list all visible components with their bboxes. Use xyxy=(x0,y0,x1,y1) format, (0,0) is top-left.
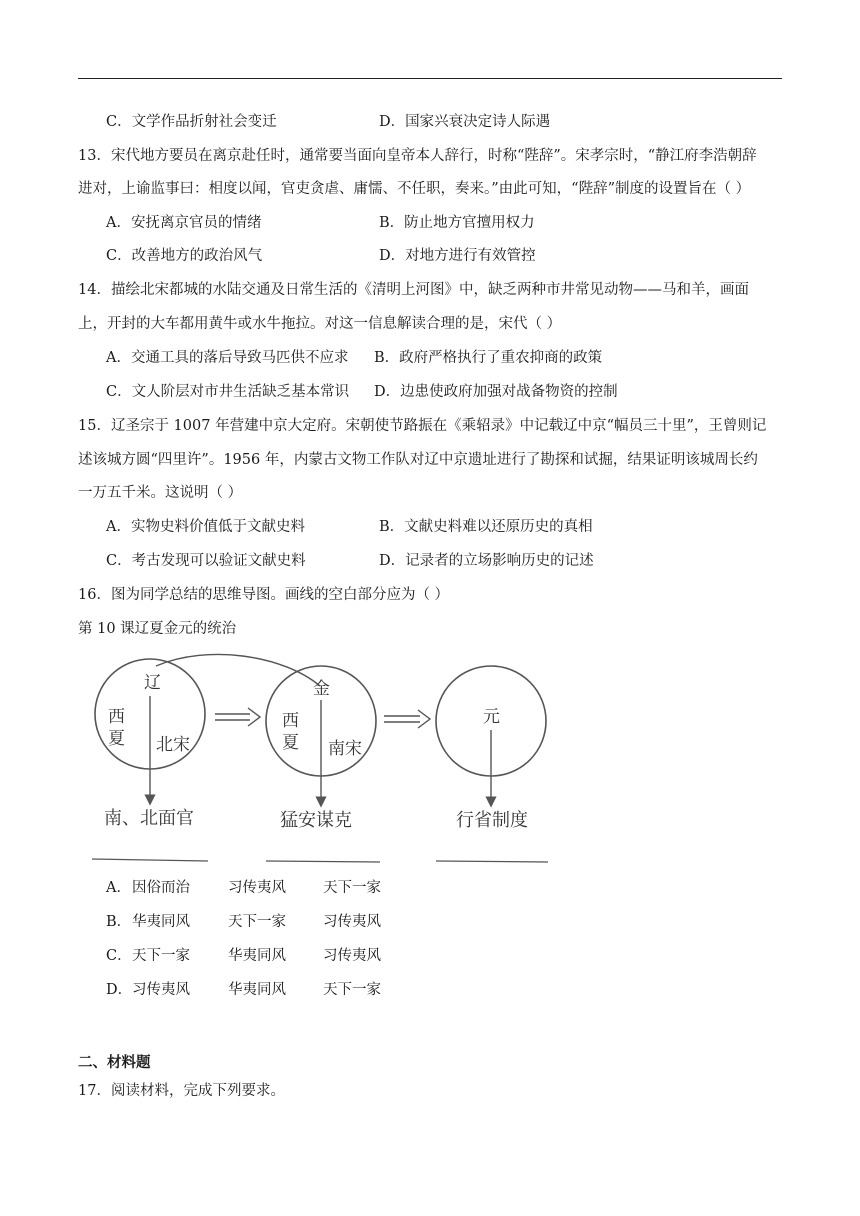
label-nansong: 南宋 xyxy=(328,739,362,759)
q15-stem-line-3: 一万五千米。这说明（ ） xyxy=(78,485,243,501)
q16-option-item: 习传夷风 xyxy=(323,948,381,964)
q14-stem-line-1: 14．描绘北宋都城的水陆交通及日常生活的《清明上河图》中，缺乏两种市井常见动物——马和羊，画面 xyxy=(78,282,749,298)
blank-line-1 xyxy=(92,859,208,861)
q16-option-letter: B． xyxy=(106,914,132,930)
q16-option-letter: A． xyxy=(106,880,131,896)
q16-option-item: 习传夷风 xyxy=(323,914,381,930)
q16-option-item: 华夷同风 xyxy=(228,948,286,964)
q16-option-item: 天下一家 xyxy=(132,948,190,964)
q16-option-item: 天下一家 xyxy=(323,880,381,896)
mind-map-svg xyxy=(88,650,558,870)
q16-option-item: 华夷同风 xyxy=(228,982,286,998)
q15-option-d[interactable]: D．记录者的立场影响历史的记述 xyxy=(379,553,594,569)
section-title: 二、材料题 xyxy=(78,1054,151,1071)
q15-option-c[interactable]: C．考古发现可以验证文献史料 xyxy=(106,553,306,569)
mind-map-diagram xyxy=(88,650,558,870)
curved-connector xyxy=(156,654,320,686)
q15-stem-line-1: 15．辽圣宗于 1007 年营建中京大定府。宋朝使节路振在《乘轺录》中记载辽中京“幅员三十里”，王曾则记 xyxy=(78,418,767,434)
q14-stem-line-2: 上，开封的大车都用黄牛或水牛拖拉。对这一信息解读合理的是，宋代（ ） xyxy=(78,316,562,332)
label-mengan: 猛安谋克 xyxy=(280,810,352,831)
q16-option-letter: D． xyxy=(106,982,133,998)
label-jin: 金 xyxy=(313,679,330,699)
double-arrow-1 xyxy=(215,708,260,726)
label-xixia-1a: 西 xyxy=(108,707,125,727)
q15-option-a[interactable]: A．实物史料价值低于文献史料 xyxy=(106,519,305,535)
q13-stem-line-1: 13．宋代地方要员在离京赴任时，通常要当面向皇帝本人辞行，时称“陛辞”。宋孝宗时，“静江府李浩朝辞 xyxy=(78,148,757,164)
q14-option-c[interactable]: C．文人阶层对市井生活缺乏基本常识 xyxy=(106,384,350,400)
q16-option-item: 华夷同风 xyxy=(132,914,190,930)
label-xingsheng: 行省制度 xyxy=(456,810,528,831)
q17-stem: 17．阅读材料，完成下列要求。 xyxy=(78,1083,285,1099)
label-xixia-2a: 西 xyxy=(282,711,299,731)
q16-option-letter: C． xyxy=(106,948,132,964)
q13-option-c[interactable]: C．改善地方的政治风气 xyxy=(106,248,263,264)
q16-option-item: 因俗而治 xyxy=(132,880,190,896)
q14-option-b[interactable]: B．政府严格执行了重农抑商的政策 xyxy=(374,350,603,366)
q13-option-a[interactable]: A．安抚离京官员的情绪 xyxy=(106,215,262,231)
q16-option-item: 习传夷风 xyxy=(132,982,190,998)
q13-stem-line-2: 进对，上谕监事曰：相度以闻，官吏贪虐、庸懦、不任职，奏来。”由此可知，“陛辞”制度的设置旨在（ ） xyxy=(78,181,751,197)
q13-option-d[interactable]: D．对地方进行有效管控 xyxy=(379,248,536,264)
q16-option-item: 习传夷风 xyxy=(228,880,286,896)
label-yuan: 元 xyxy=(483,707,500,727)
q12-option-c[interactable]: C．文学作品折射社会变迁 xyxy=(106,114,277,130)
q15-stem-line-2: 述该城方圆“四里许”。1956 年，内蒙古文物工作队对辽中京遗址进行了勘探和试掘，结果证明该城周长约 xyxy=(78,452,758,468)
q16-option-item: 天下一家 xyxy=(323,982,381,998)
label-xixia-1b: 夏 xyxy=(108,729,125,749)
q16-stem: 16．图为同学总结的思维导图。画线的空白部分应为（ ） xyxy=(78,587,450,603)
blank-line-2 xyxy=(266,861,380,862)
q13-option-b[interactable]: B．防止地方官擅用权力 xyxy=(379,215,535,231)
q15-option-b[interactable]: B．文献史料难以还原历史的真相 xyxy=(379,519,593,535)
double-arrow-2 xyxy=(384,710,430,728)
label-liao: 辽 xyxy=(144,673,161,693)
label-nanbeimianguan: 南、北面官 xyxy=(104,808,194,829)
label-xixia-2b: 夏 xyxy=(282,733,299,753)
blank-line-3 xyxy=(436,861,548,862)
q14-option-d[interactable]: D．边患使政府加强对战备物资的控制 xyxy=(374,384,618,400)
q16-option-item: 天下一家 xyxy=(228,914,286,930)
label-beisong: 北宋 xyxy=(156,735,190,755)
header-rule xyxy=(78,78,782,79)
q16-caption: 第 10 课辽夏金元的统治 xyxy=(78,621,237,637)
q14-option-a[interactable]: A．交通工具的落后导致马匹供不应求 xyxy=(106,350,349,366)
q12-option-d[interactable]: D．国家兴衰决定诗人际遇 xyxy=(379,114,551,130)
